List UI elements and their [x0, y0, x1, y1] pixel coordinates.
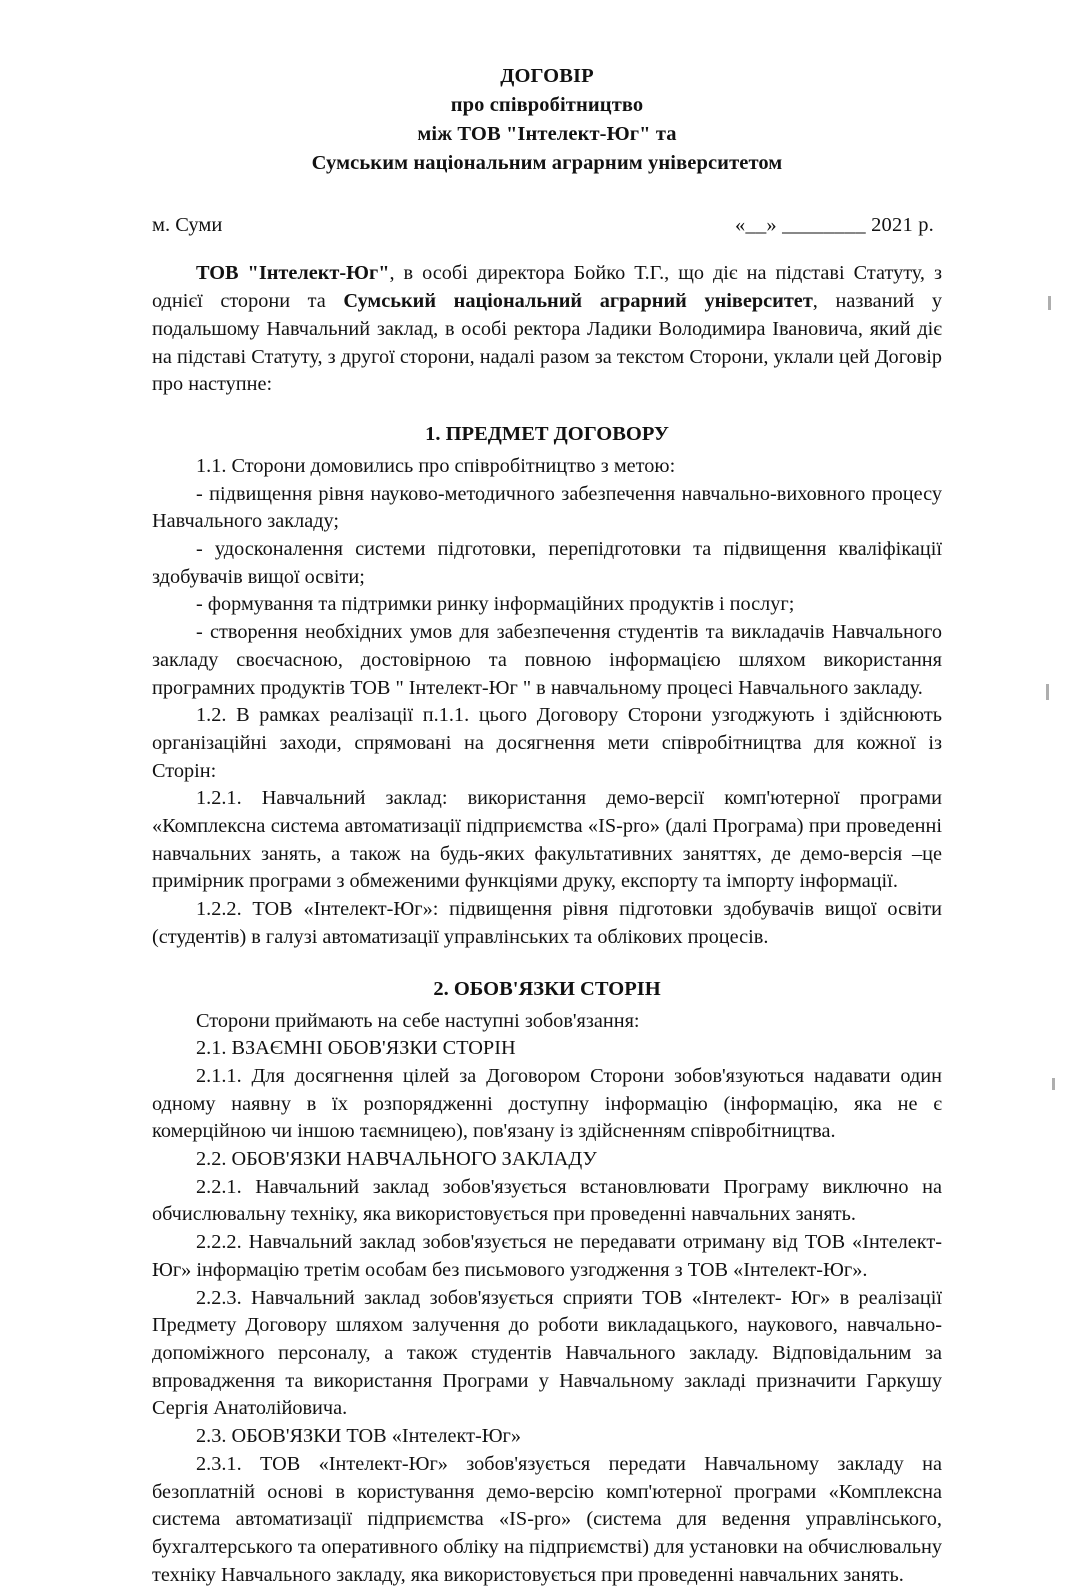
section-2-para-1: Сторони приймають на себе наступні зобов'язання:	[196, 1009, 640, 1032]
title-line-4: Сумським національним аграрним університетом	[311, 152, 783, 175]
preamble-company-name: ТОВ "Інтелект-Юг"	[196, 262, 390, 285]
preamble-paragraph	[152, 260, 942, 399]
date-blank: «__» ________ 2021 р.	[735, 214, 934, 237]
document-body	[152, 62, 942, 1589]
section-2-para-3: 2.1.1. Для досягнення цілей за Договором Сторони зобов'язуються надавати один одному наявну в їх розпорядженні доступну інформацію (інформацію, яка не є комерційною чи іншою таємницею), пов'язану із здійсненням співробітництва.	[152, 1064, 942, 1143]
section-2-para-2: 2.1. ВЗАЄМНІ ОБОВ'ЯЗКИ СТОРІН	[196, 1037, 516, 1060]
section-2-heading: 2. ОБОВ'ЯЗКИ СТОРІН	[433, 977, 661, 1000]
section-2-para-7: 2.2.3. Навчальний заклад зобов'язується сприяти ТОВ «Інтелект- Юг» в реалізації Предмету Договору шляхом залучення до роботи викладацького, наукового, навчально-допоміжного персоналу, а також студентів Навчального закладу. Відповідальним за впровадження та використання Програми у Навчальному закладі призначити Гаркушу Сергія Анатолійовича.	[152, 1286, 942, 1420]
section-2-para-6: 2.2.2. Навчальний заклад зобов'язується не передавати отриману від ТОВ «Інтелект-Юг» інформацію третім особам без письмового узгодження з ТОВ «Інтелект-Юг».	[152, 1231, 942, 1281]
scan-artifact	[1048, 296, 1051, 310]
section-1-para-4: - формування та підтримки ринку інформаційних продуктів і послуг;	[196, 593, 795, 616]
section-1-para-1: 1.1. Сторони домовились про співробітництво з метою:	[196, 454, 676, 477]
title-line-3: між ТОВ "Інтелект-Юг" та	[417, 123, 677, 146]
section-1-heading: 1. ПРЕДМЕТ ДОГОВОРУ	[425, 422, 669, 445]
section-1-para-7: 1.2.1. Навчальний заклад: використання демо-версії комп'ютерної програми «Комплексна система автоматизації підприємства «IS-pro» (далі Програма) при проведенні навчальних занять, а також на будь-яких факультативних заняттях, де демо-версія –це примірник програми з обмеженими функціями друку, експорту та імпорту інформації.	[152, 787, 942, 893]
scan-artifact	[1052, 1078, 1055, 1090]
section-1-para-6: 1.2. В рамках реалізації п.1.1. цього Договору Сторони узгоджують і здійснюють організаційні заходи, спрямовані на досягнення мети співробітництва для кожної із Сторін:	[152, 704, 942, 782]
preamble-text-2: , в особі директора Бойко Т.Г., що діє на підставі Статуту, з однієї сторони та	[152, 262, 942, 313]
preamble-university-name: Сумський національний аграрний університет	[343, 290, 813, 313]
document-title	[152, 62, 942, 178]
place-and-date-row	[152, 214, 942, 240]
section-1-para-2: - підвищення рівня науково-методичного забезпечення навчально-виховного процесу Навчального закладу;	[152, 482, 942, 533]
section-2-para-4: 2.2. ОБОВ'ЯЗКИ НАВЧАЛЬНОГО ЗАКЛАДУ	[196, 1148, 597, 1171]
section-2-para-8: 2.3. ОБОВ'ЯЗКИ ТОВ «Інтелект-Юг»	[196, 1425, 522, 1448]
section-1-para-3: - удосконалення системи підготовки, перепідготовки та підвищення кваліфікації здобувачів вищої освіти;	[152, 538, 942, 588]
section-1-para-8: 1.2.2. ТОВ «Інтелект-Юг»: підвищення рівня підготовки здобувачів вищої освіти (студентів) в галузі автоматизації управлінських та облікових процесів.	[152, 898, 942, 948]
place-label: м. Суми	[152, 214, 223, 237]
section-2-para-5: 2.2.1. Навчальний заклад зобов'язується встановлювати Програму виключно на обчислювальну техніку, яка використовується при проведенні навчальних занять.	[152, 1175, 942, 1226]
title-line-1: ДОГОВІР	[500, 65, 594, 87]
section-1-para-5: - створення необхідних умов для забезпечення студентів та викладачів Навчального закладу своєчасною, достовірною та повною інформацією шляхом використання програмних продуктів ТОВ " Інтелект-Юг " в навчальному процесі Навчального закладу.	[152, 621, 942, 699]
title-line-2: про співробітництво	[450, 94, 644, 117]
section-2-para-9: 2.3.1. ТОВ «Інтелект-Юг» зобов'язується передати Навчальному закладу на безоплатній основі в користування демо-версію комп'ютерної програми «Комплексна система автоматизації підприємства «IS-pro» (система для ведення управлінського, бухгалтерського та оперативного обліку на підприємстві) для установки на обчислювальну техніку Навчального закладу, яка використовується при проведенні навчальних занять.	[152, 1452, 942, 1586]
scan-artifact	[1046, 684, 1049, 700]
preamble-text-3: , названий у подальшому Навчальний заклад, в особі ректора Ладики Володимира Івановича, який діє на підставі Статуту, з другої сторони, надалі разом за текстом Сторони, уклали цей Договір про наступне:	[152, 290, 942, 396]
